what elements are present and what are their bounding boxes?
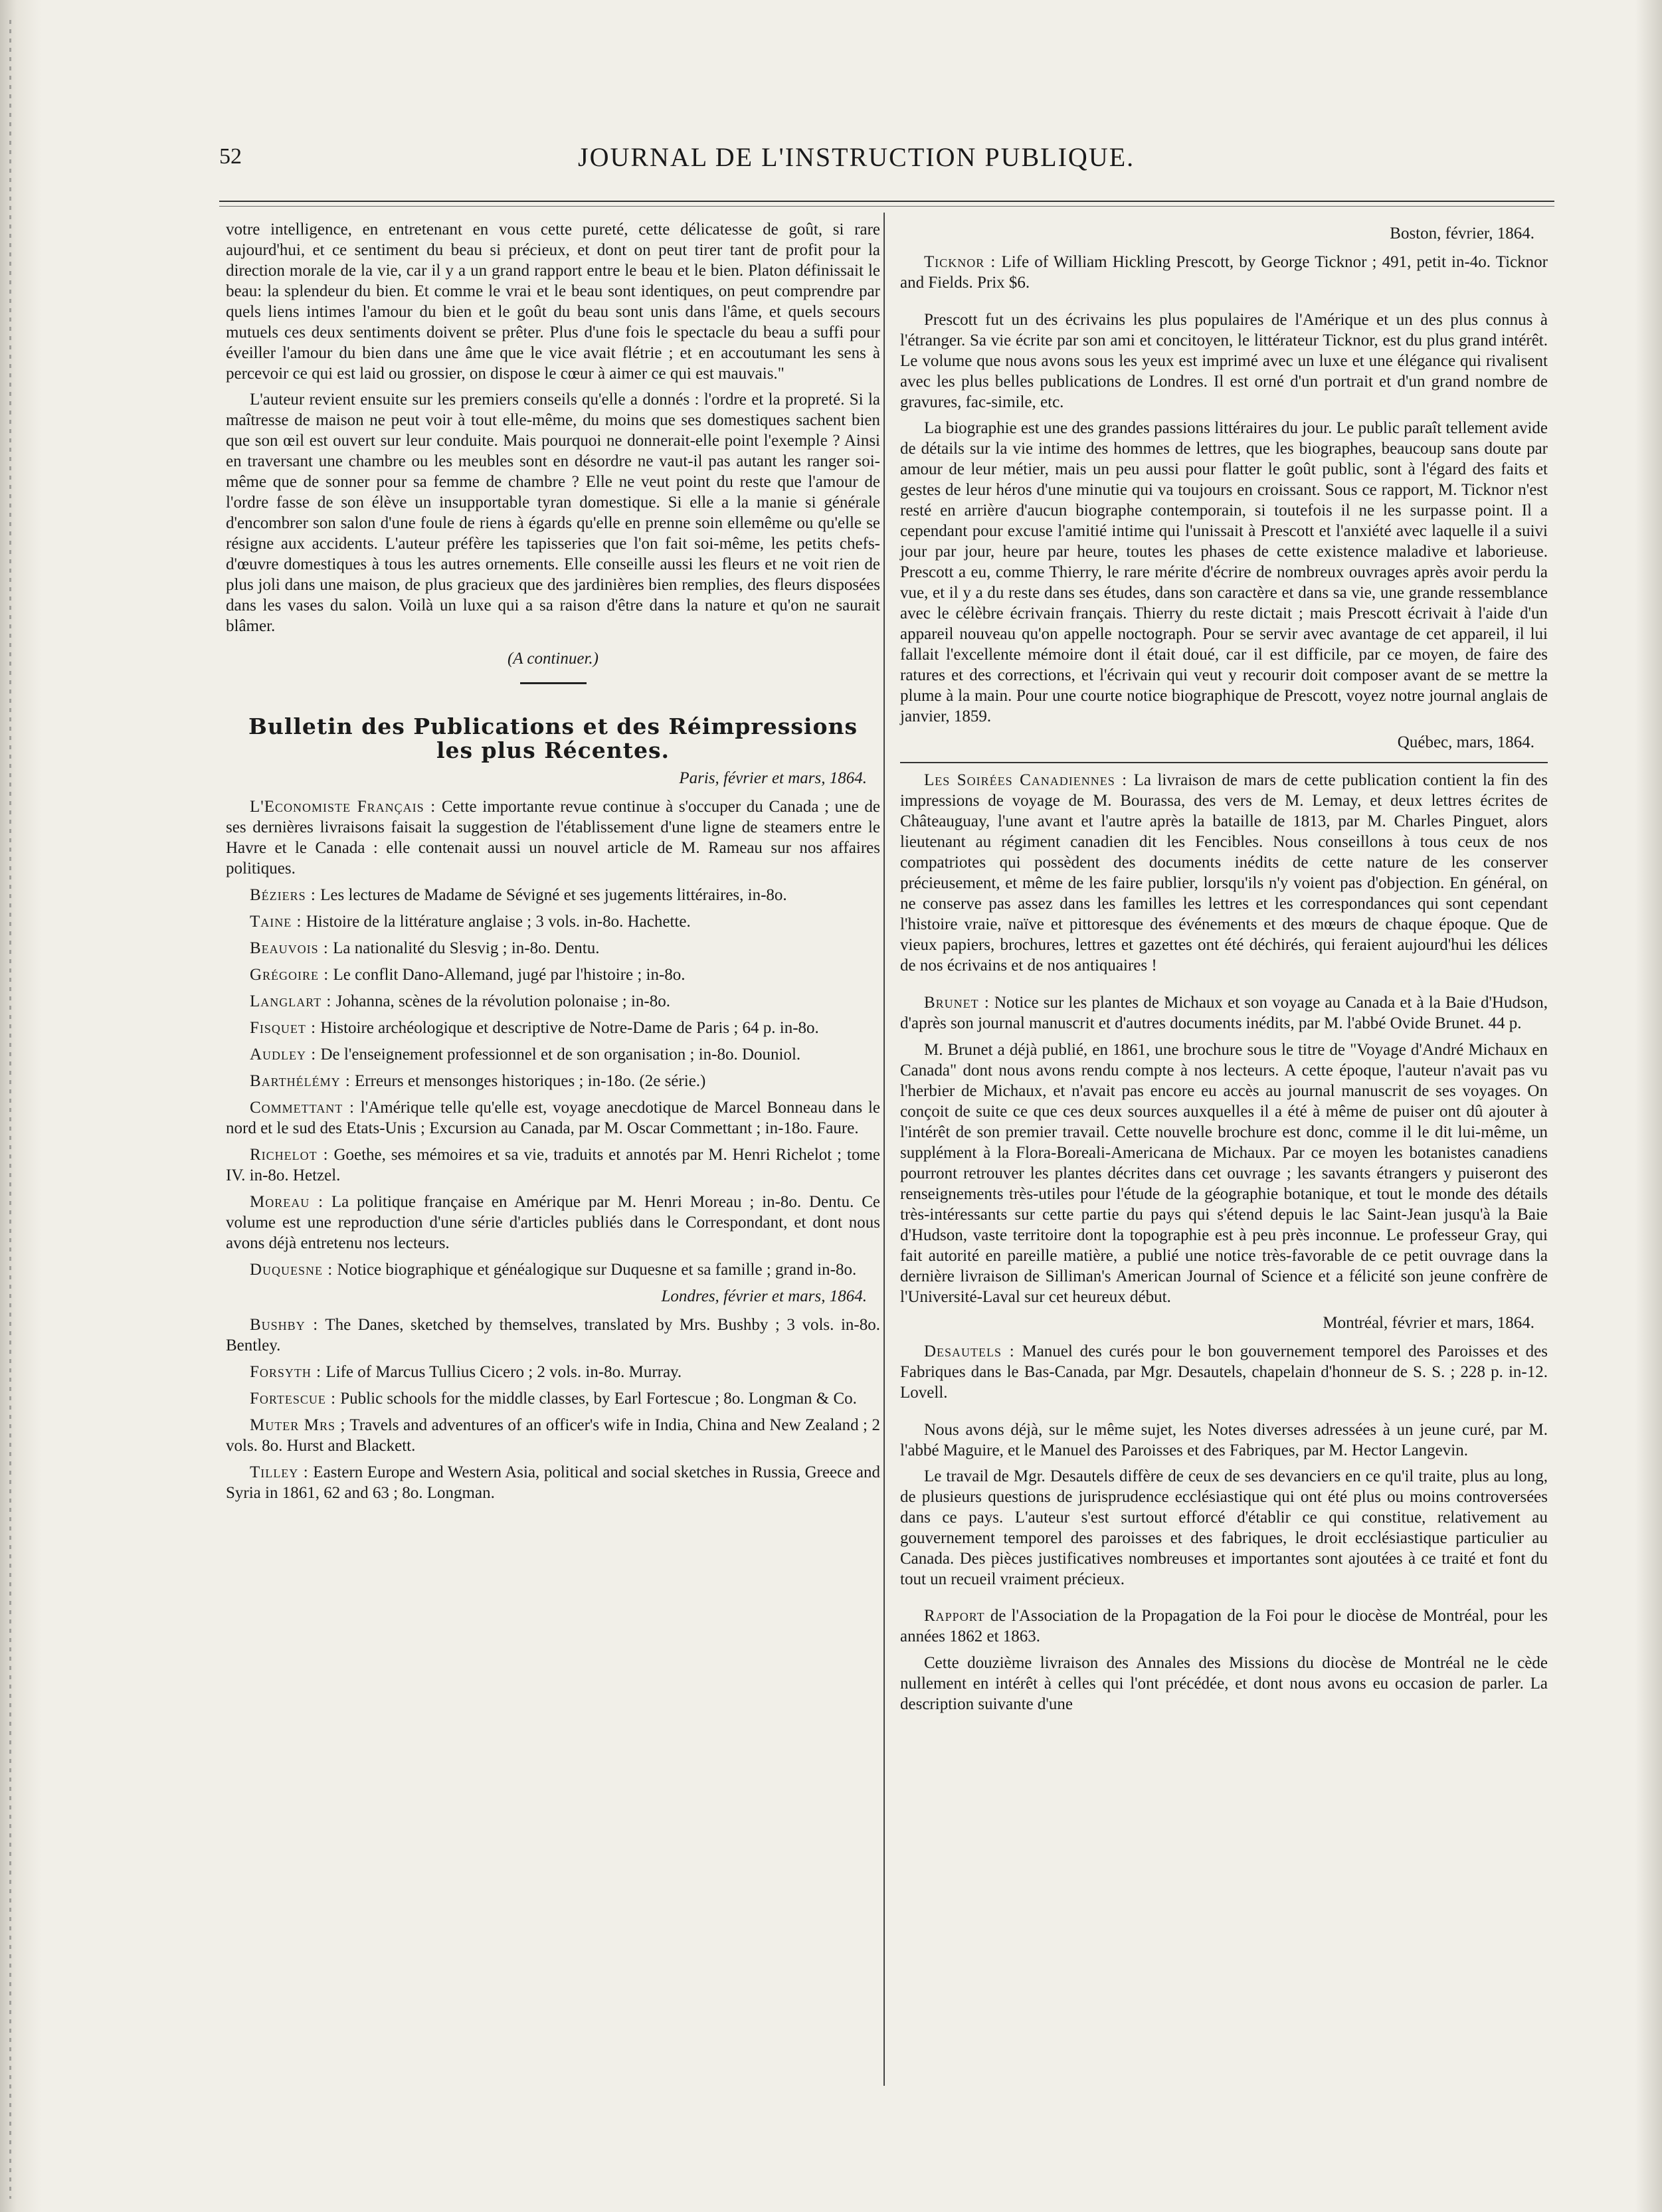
bibliography-entry	[226, 911, 880, 932]
bibliography-entry	[900, 770, 1548, 976]
bibliography-entry	[226, 885, 880, 905]
bibliography-entry	[226, 1018, 880, 1038]
entry-author: Taine :	[250, 913, 302, 931]
bulletin-title-line: les plus Récentes.	[436, 737, 670, 763]
section-rule	[520, 682, 587, 684]
entry-text: Eastern Europe and Western Asia, political and social sketches in Russia, Greece and Syria in 1861, 62 and 63 ; 8o. Longman.	[226, 1463, 880, 1502]
entry-author: L'Economiste Français :	[250, 798, 436, 816]
entry-text: La politique française en Amérique par M. Henri Moreau ; in-8o. Dentu. Ce volume est une reproduction d'une série d'articles publiés dans le Correspondant, et dont nous avons déjà entretenu nos lecteurs.	[226, 1193, 880, 1252]
bibliography-entry	[226, 1192, 880, 1253]
entry-author: Les Soirées Canadiennes :	[924, 771, 1128, 789]
entry-text: de l'Association de la Propagation de la Foi pour le diocèse de Montréal, pour les années 1862 et 1863.	[900, 1607, 1548, 1645]
entry-text: Erreurs et mensonges historiques ; in-18o. (2e série.)	[350, 1072, 706, 1090]
entry-text: Goethe, ses mémoires et sa vie, traduits et annotés par M. Henri Richelot ; tome IV. in-8o. Hetzel.	[226, 1146, 880, 1184]
column-divider	[883, 213, 885, 2086]
bibliography-entry	[226, 1315, 880, 1356]
entry-author: Forsyth :	[250, 1363, 322, 1381]
paragraph: Cette douzième livraison des Annales des Missions du diocèse de Montréal ne le cède nullement en intérêt à celles qui l'ont précédée, et dont nous avons eu occasion de parler. La description suivante d'une	[900, 1654, 1548, 1713]
entry-text: La livraison de mars de cette publication contient la fin des impressions de voyage de M. Bourassa, des vers de M. Lemay, et deux lettres écrites de Châteauguay, l'une avant et l'autre après la bataille de 1813, par M. Charles Pinguet, alors lieutenant au régiment canadien dit les Fencibles. Nous conseillons à tous ceux de nos compatriotes qui possèdent des documents inédits de cette nature de les conserver précieusement, et même de les faire publier, lorsqu'ils n'y voient pas d'objection. En général, on ne conserve pas assez dans les familles les lettres et les correspondances qui sont cependant l'histoire vraie, naïve et pittoresque des événements et des mœurs de chaque époque. Que de vieux papiers, brochures, lettres et gazettes ont été déchirés, qui feraient aujourd'hui les délices de nos écrivains et de nos antiquaires !	[900, 771, 1548, 974]
paragraph: M. Brunet a déjà publié, en 1861, une brochure sous le titre de "Voyage d'André Michaux en Canada" dont nous avons rendu compte à nos lecteurs. A cette époque, l'auteur n'avait pas vu l'herbier de Michaux, et n'avait pas encore eu accès au journal manuscrit de ses voyages. On conçoit de suite ce que ces deux sources auxquelles il a été à même de puiser ont dû ajouter à l'intérêt de son premier travail. Cette nouvelle brochure est donc, comme il le dit lui-même, un supplément à la Flora-Boreali-Americana de Michaux. Par ce moyen les botanistes canadiens pourront retrouver les plantes décrites dans cet ouvrage ; les savants étrangers y puiseront des renseignements très-utiles pour l'étude de la géographie botanique, et tout le monde des détails très-intéressants sur cette partie du pays qui s'étend depuis le lac Saint-Jean jusqu'à la Baie d'Hudson, vaste territoire dont la topographie est à peu près inconnue. Le professeur Gray, qui fait autorité en pareille matière, a publié une notice très-favorable de ce petit ouvrage dans la dernière livraison de Silliman's American Journal of Science et a félicité son jeune confrère de l'Université-Laval sur cet heureux début.	[900, 1041, 1548, 1306]
entry-text: Les lectures de Madame de Sévigné et ses jugements littéraires, in-8o.	[316, 886, 787, 904]
entry-author: Fisquet :	[250, 1019, 317, 1037]
bibliography-entry	[226, 1388, 880, 1409]
entry-text: Johanna, scènes de la révolution polonaise ; in-8o.	[331, 992, 670, 1010]
bibliography-entry	[900, 1606, 1548, 1647]
entry-author: Fortescue :	[250, 1390, 337, 1408]
entry-text: Cette importante revue continue à s'occuper du Canada ; une de ses dernières livraisons faisait la suggestion de l'établissement d'une ligne de steamers entre le Havre et le Canada : elle contenait aussi un nouvel article de M. Rameau sur nos affaires politiques.	[226, 798, 880, 877]
bibliography-entry	[226, 1145, 880, 1186]
entry-author: Richelot :	[250, 1146, 329, 1164]
entry-author: Barthélémy :	[250, 1072, 351, 1090]
bibliography-entry	[226, 1044, 880, 1065]
entry-text: De l'enseignement professionnel et de son organisation ; in-8o. Douniol.	[316, 1046, 801, 1063]
entry-author: Moreau :	[250, 1193, 324, 1211]
header-rule	[219, 201, 1554, 207]
entry-author: Langlart :	[250, 992, 332, 1010]
entry-text: Le conflit Dano-Allemand, jugé par l'histoire ; in-8o.	[329, 966, 686, 984]
bibliography-entry	[226, 1462, 880, 1503]
bibliography-entry	[226, 796, 880, 879]
bibliography-entry	[226, 1415, 880, 1456]
entry-author: Bushby :	[250, 1316, 319, 1334]
entry-text: Notice biographique et généalogique sur Duquesne et sa famille ; grand in-8o.	[333, 1261, 857, 1279]
entry-author: Audley :	[250, 1046, 317, 1063]
scan-edge	[0, 0, 41, 2212]
paragraph: Le travail de Mgr. Desautels diffère de ceux de ses devanciers en ce qu'il traite, plus au long, de plusieurs questions de jurisprudence ecclésiastique qui ont été plus ou moins controversées dans ce pays. L'auteur s'est surtout efforcé d'établir ce qui constitue, relativement au gouvernement temporel des paroisses et des fabriques, le droit ecclésiastique particulier au Canada. Des pièces justificatives nombreuses et importantes sont ajoutées à ce traité et font du tout un recueil vraiment précieux.	[900, 1467, 1548, 1588]
entry-text: Histoire de la littérature anglaise ; 3 vols. in-8o. Hachette.	[302, 913, 691, 931]
entry-text: Histoire archéologique et descriptive de Notre-Dame de Paris ; 64 p. in-8o.	[316, 1019, 819, 1037]
londres-entries	[226, 1315, 880, 1503]
dateline-boston: Boston, février, 1864.	[1390, 225, 1534, 242]
entry-text: Life of Marcus Tullius Cicero ; 2 vols. in-8o. Murray.	[322, 1363, 682, 1381]
page-header	[219, 136, 1554, 176]
bibliography-entry	[226, 1097, 880, 1139]
bulletin-title-line: Bulletin des Publications et des Réimpressions	[248, 713, 858, 739]
paragraph: votre intelligence, en entretenant en vous cette pureté, cette délicatesse de goût, si rare aujourd'hui, et ce sentiment du beau si précieux, et dont on peut tirer tant de profit pour la direction morale de la vie, car il y a un grand rapport entre le beau et le bien. Platon définissait le beau: la splendeur du bien. Et comme le vrai et le beau sont identiques, on peut comprendre par quels liens intimes l'amour du bien et le goût du beau sont unis dans l'âme, et quels secours mutuels ces deux sentiments doivent se prêter. Plus d'une fois le spectacle du beau a suffi pour éveiller l'amour du bien dans une âme que le vice avait flétrie ; et en accoutumant les sens à percevoir ce qui est laid ou grossier, on dispose le cœur à aimer ce qui est mauvais."	[226, 221, 880, 383]
bibliography-entry	[226, 991, 880, 1012]
page-number: 52	[219, 144, 242, 169]
paragraph: La biographie est une des grandes passions littéraires du jour. Le public paraît tellement avide de détails sur la vie intime des hommes de lettres, que les biographes, beaucoup sans doute par amour de leur métier, mais un peu aussi pour flatter le goût public, sont à l'égard des faits et gestes de leur héros d'une minutie qui va toujours en croissant. Sous ce rapport, M. Ticknor n'est resté en arrière d'aucun biographe contemporain, si toutefois il ne les surpasse point. Il a cependant pour excuse l'amitié intime qui l'unissait à Prescott et l'anxiété avec laquelle il a suivi jour par jour, heure par heure, toutes les phases de cette existence maladive et laborieuse. Prescott a eu, comme Thierry, le rare mérite d'écrire de nombreux ouvrages après avoir perdu la vue, et il y a du reste dans ses études, dans son caractère et dans sa vie, une grande ressemblance avec le célèbre écrivain français. Thierry du reste dictait ; mais Prescott écrivait à l'aide d'un appareil nouveau qu'on appelle noctograph. Pour se servir avec avantage de cet appareil, il lui fallait l'excellente mémoire dont il était doué, car il est difficile, par ce moyen, de faire des ratures et des corrections, et l'écrivain qui veut y recourir doit composer avant de se mettre la plume à la main. Pour une courte notice biographique de Prescott, voyez notre journal anglais de janvier, 1859.	[900, 419, 1548, 725]
entry-text: The Danes, sketched by themselves, translated by Mrs. Bushby ; 3 vols. in-8o. Bentley.	[226, 1316, 880, 1354]
dateline-montreal: Montréal, février et mars, 1864.	[1323, 1314, 1534, 1332]
bulletin-title	[226, 715, 880, 763]
entry-author: Tilley :	[250, 1463, 309, 1481]
entry-text: Manuel des curés pour le bon gouvernement temporel des Paroisses et des Fabriques dans le Bas-Canada, par Mgr. Desautels, chapelain d'honneur de S. S. ; 228 p. in-12. Lovell.	[900, 1342, 1548, 1402]
bibliography-entry	[226, 1362, 880, 1382]
entry-author: Rapport	[924, 1607, 985, 1625]
paragraph: Nous avons déjà, sur le même sujet, les Notes diverses adressées à un jeune curé, par M. l'abbé Maguire, et le Manuel des Paroisses et des Fabriques, par M. Hector Langevin.	[900, 1421, 1548, 1459]
entry-author: Ticknor :	[924, 253, 996, 271]
scan-edge-right	[1635, 0, 1662, 2212]
bibliography-entry	[900, 252, 1548, 293]
paris-entries	[226, 796, 880, 1280]
entry-text: La nationalité du Slesvig ; in-8o. Dentu.	[328, 939, 600, 957]
entry-text: l'Amérique telle qu'elle est, voyage anecdotique de Marcel Bonneau dans le nord et le sud des Etats-Unis ; Excursion au Canada, par M. Oscar Commettant ; in-18o. Faure.	[226, 1099, 881, 1137]
dateline-quebec: Québec, mars, 1864.	[1397, 733, 1534, 751]
entry-author: Duquesne :	[250, 1261, 333, 1279]
entry-author: Muter Mrs ;	[250, 1416, 346, 1434]
section-rule	[900, 762, 1548, 763]
entry-author: Brunet :	[924, 994, 990, 1012]
entry-text: Public schools for the middle classes, by Earl Fortescue ; 8o. Longman & Co.	[336, 1390, 857, 1408]
dateline-londres: Londres, février et mars, 1864.	[661, 1287, 867, 1305]
dateline-paris: Paris, février et mars, 1864.	[679, 769, 867, 787]
entry-author: Commettant :	[250, 1099, 355, 1117]
entry-author: Desautels :	[924, 1342, 1015, 1360]
journal-title: JOURNAL DE L'INSTRUCTION PUBLIQUE.	[578, 142, 1135, 172]
bibliography-entry	[226, 1259, 880, 1280]
paragraph: L'auteur revient ensuite sur les premiers conseils qu'elle a donnés : l'ordre et la propreté. Si la maîtresse de maison ne peut voir à tout elle-même, du moins que ses domestiques sachent bien que son œil est ouvert sur leur conduite. Mais pourquoi ne donnerait-elle point l'exemple ? Ainsi en traversant une chambre ou les meubles sont en désordre ne vaut-il pas autant les ranger soi-même que de sonner pour sa femme de chambre ? Elle ne veut point du reste que l'amour de l'ordre fasse de son élève un insupportable tyran domestique. Si elle a la manie si générale d'encombrer son salon d'une foule de riens à égards qu'elle en prenne soin ellemême ou qu'elle se résigne aux accidents. L'auteur préfère les tapisseries que l'on fait soi-même, les petits chefs-d'œuvre domestiques à tous les autres ornements. Elle conseille aussi les fleurs et ne voit rien de plus joli dans une maison, de plus gracieux que des jardinières bien remplies, des fleurs disposées dans les vases du salon. Voilà un luxe qui a sa raison d'être dans la nature et qu'on ne saurait blâmer.	[226, 391, 880, 635]
entry-text: Life of William Hickling Prescott, by George Ticknor ; 491, petit in-4o. Ticknor and Fields. Prix $6.	[900, 253, 1548, 292]
entry-author: Grégoire :	[250, 966, 329, 984]
paragraph: Prescott fut un des écrivains les plus populaires de l'Amérique et un des plus connus à l'étranger. Sa vie écrite par son ami et concitoyen, le littérateur Ticknor, est du plus grand intérêt. Le volume que nous avons sous les yeux est imprimé avec un luxe et une élégance qui rivalisent avec les plus belles publications de Londres. Il est orné d'un portrait et d'un grand nombre de gravures, fac-simile, etc.	[900, 311, 1548, 411]
entry-author: Béziers :	[250, 886, 316, 904]
to-be-continued: (A continuer.)	[507, 650, 599, 668]
left-column	[226, 219, 880, 1509]
entry-author: Beauvois :	[250, 939, 329, 957]
right-column	[900, 219, 1548, 1720]
entry-text: Notice sur les plantes de Michaux et son voyage au Canada et à la Baie d'Hudson, d'après son journal manuscrit et d'autres documents inédits, par M. l'abbé Ovide Brunet. 44 p.	[900, 994, 1548, 1032]
bibliography-entry	[226, 1071, 880, 1091]
bibliography-entry	[226, 938, 880, 959]
bibliography-entry	[226, 965, 880, 985]
bibliography-entry	[900, 1341, 1548, 1403]
bibliography-entry	[900, 992, 1548, 1034]
entry-text: Travels and adventures of an officer's wife in India, China and New Zealand ; 2 vols. 8o. Hurst and Blackett.	[226, 1416, 880, 1455]
